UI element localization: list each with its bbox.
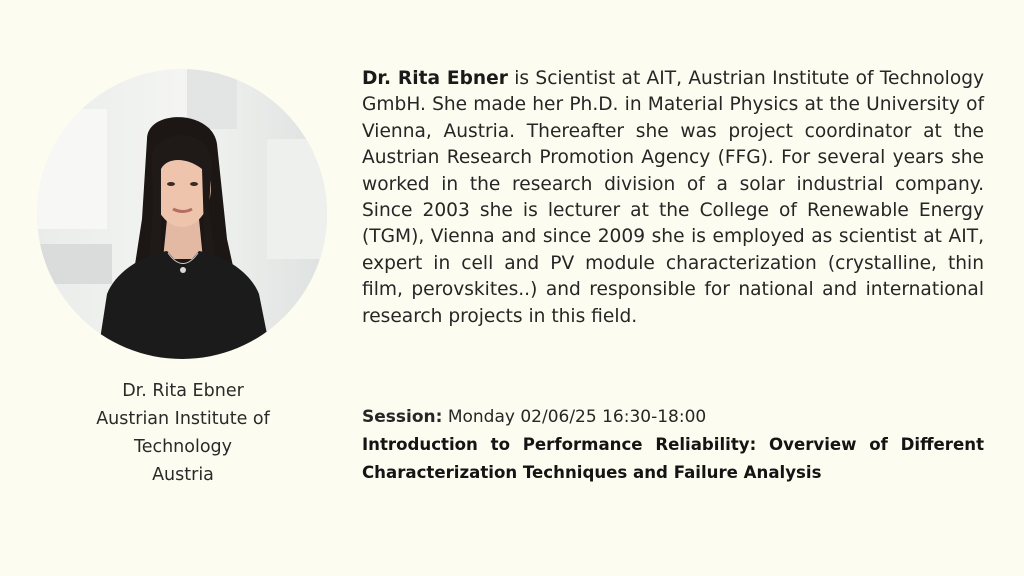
speaker-portrait — [37, 69, 327, 359]
session-info — [362, 404, 984, 431]
session-time: Monday 02/06/25 16:30-18:00 — [442, 407, 707, 427]
bio-speaker-name: Dr. Rita Ebner — [362, 68, 508, 89]
caption-institute: Austrian Institute of — [96, 409, 270, 429]
caption-name: Dr. Rita Ebner — [122, 381, 244, 401]
session-label: Session: — [362, 407, 443, 427]
talk-title: Introduction to Performance Reliability: Overview of Different Characterization Techniques and Failure Analysis — [362, 435, 984, 482]
caption-institute-cont: Technology — [133, 437, 233, 457]
bio-text: is Scientist at AIT, Austrian Institute of Technology GmbH. She made her Ph.D. in Material Physics at the University of Vienna, Austria. Thereafter she was project coordinator at the Austrian Research Promotion Agency (FFG). For several years she worked in the research division of a solar industrial company. Since 2003 she is lecturer at the College of Renewable Energy (TGM), Vienna and since 2009 she is employed as scientist at AIT, expert in cell and PV module characterization (crystalline, thin film, perovskites..) and responsible for national and international research projects in this field. — [362, 68, 985, 327]
caption-country: Austria — [152, 465, 214, 485]
speaker-caption — [62, 377, 304, 489]
speaker-bio — [362, 66, 984, 330]
